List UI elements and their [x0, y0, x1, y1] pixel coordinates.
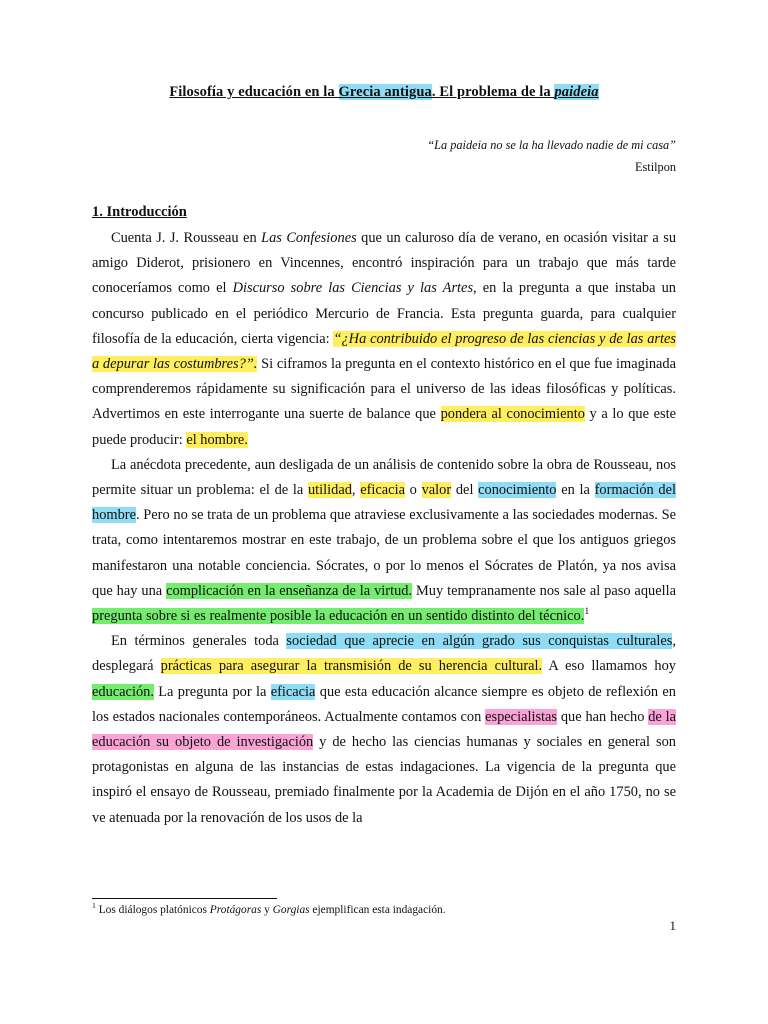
- paragraph-1: [92, 226, 676, 453]
- highlight-pink: especialistas: [485, 708, 558, 725]
- highlight-cyan: conocimiento: [478, 482, 557, 499]
- epigraph: [427, 134, 676, 178]
- footnote-text: ejemplifican esta indagación.: [309, 904, 446, 916]
- paragraph-text: En términos generales toda: [111, 633, 287, 650]
- paragraph-text: Si ciframos la pregunta en el contexto histórico en el que fue imaginada comprenderemos rápidamente su significación para el universo de las ideas filosóficas y políticas. Advertimos en este interrogante una suerte de balance que: [92, 356, 676, 423]
- book-title: Las Confesiones: [261, 230, 357, 246]
- paragraph-text: La anécdota precedente, aun desligada de un análisis de contenido sobre la obra de Rousseau, nos permite situar un problema: el de la: [92, 456, 676, 499]
- highlight-yellow: valor: [421, 482, 452, 499]
- paragraph-text: en la: [556, 482, 595, 499]
- paragraph-text: Muy tempranamente nos sale al paso aquella: [412, 582, 676, 599]
- title-text-mid: . El problema de la: [431, 84, 555, 100]
- page-number: 1: [669, 918, 676, 933]
- body-text: [92, 226, 676, 831]
- paragraph-text: y a lo que este puede producir:: [92, 406, 676, 448]
- footnote-text: y: [261, 904, 273, 916]
- paragraph-text: que han hecho: [557, 708, 649, 725]
- epigraph-author: Estilpon: [635, 160, 676, 174]
- highlight-yellow: eficacia: [360, 482, 405, 499]
- paragraph-text: , desplegará: [92, 633, 676, 675]
- title-text: Filosofía y educación en la: [169, 84, 339, 100]
- paragraph-text: del: [451, 482, 479, 499]
- paragraph-text: y de hecho las ciencias humanas y sociales en general son protagonistas en alguna de las instancias de estas indagaciones. La vigencia de la pregunta que inspiró el ensayo de Rousseau, premiado finalmente por la Academia de Dijón en el año 1750, no se ve atenuada por la renovación de los usos de la: [92, 734, 677, 826]
- footnote-separator: [92, 898, 277, 899]
- footnote-book-title: Protágoras: [209, 904, 262, 916]
- section-heading: 1. Introducción: [92, 204, 187, 220]
- paragraph-3: [92, 629, 676, 831]
- paragraph-text: A eso llamamos hoy: [542, 658, 677, 675]
- highlight-cyan: sociedad que aprecie en algún grado sus conquistas culturales: [286, 633, 673, 650]
- highlight-yellow: utilidad: [307, 482, 352, 499]
- footnote-book-title: Gorgias: [272, 904, 310, 916]
- paragraph-text: . Pero no se trata de un problema que atraviese exclusivamente a las sociedades modernas. Se trata, como intentaremos mostrar en este trabajo, de un problema sobre el que los antiguos griegos manifestaron una notable conciencia. Sócrates, o por lo menos el Sócrates de Platón, ya nos avisa que hay una: [92, 507, 676, 599]
- highlight-yellow: prácticas para asegurar la transmisión de su herencia cultural.: [160, 658, 543, 675]
- footnote-text: Los diálogos platónicos: [95, 904, 210, 916]
- highlight-pink: de la educación su objeto de investigación: [92, 708, 676, 751]
- document-title: [92, 84, 676, 101]
- footnote-mark: 1: [92, 901, 96, 911]
- paragraph-text: , en la pregunta a que instaba un concurso publicado en el periódico Mercurio de Francia. Esta pregunta guarda, para cualquier filosofía de la educación, cierta vigencia:: [92, 280, 676, 347]
- title-highlight-grecia: Grecia antigua: [338, 84, 432, 100]
- footnote-reference[interactable]: 1: [584, 606, 590, 618]
- footnote: [92, 901, 446, 916]
- epigraph-quote: “La paideia no se la ha llevado nadie de mi casa”: [427, 138, 676, 152]
- highlight-cyan: eficacia: [270, 683, 316, 700]
- paragraph-text: que un caluroso día de verano, en ocasión visitar a su amigo Diderot, prisionero en Vincennes, encontró inspiración para un trabajo que más tarde conoceríamos como el: [92, 230, 677, 297]
- book-title: Discurso sobre las Ciencias y las Artes: [232, 280, 474, 297]
- highlight-yellow: el hombre.: [186, 431, 248, 448]
- title-highlight-paideia: paideia: [554, 84, 599, 100]
- highlight-green: educación.: [92, 683, 154, 700]
- highlight-green: pregunta sobre si es realmente posible la educación en un sentido distinto del técnico.: [92, 608, 585, 625]
- highlight-green: complicación en la enseñanza de la virtud.: [166, 582, 413, 599]
- paragraph-2: [92, 453, 676, 629]
- highlight-cyan: formación del hombre: [92, 482, 677, 524]
- paragraph-text: Cuenta J. J. Rousseau en: [111, 230, 262, 246]
- highlight-yellow: pondera al conocimiento: [440, 406, 585, 423]
- highlight-yellow: “¿Ha contribuido el progreso de las ciencias y de las artes a depurar las costumbres?”.: [92, 330, 676, 373]
- paragraph-text: ,: [351, 482, 361, 499]
- paragraph-text: o: [404, 482, 422, 499]
- paragraph-text: La pregunta por la: [153, 683, 271, 700]
- paragraph-text: que esta educación alcance siempre es objeto de reflexión en los estados nacionales contemporáneos. Actualmente contamos con: [92, 683, 676, 725]
